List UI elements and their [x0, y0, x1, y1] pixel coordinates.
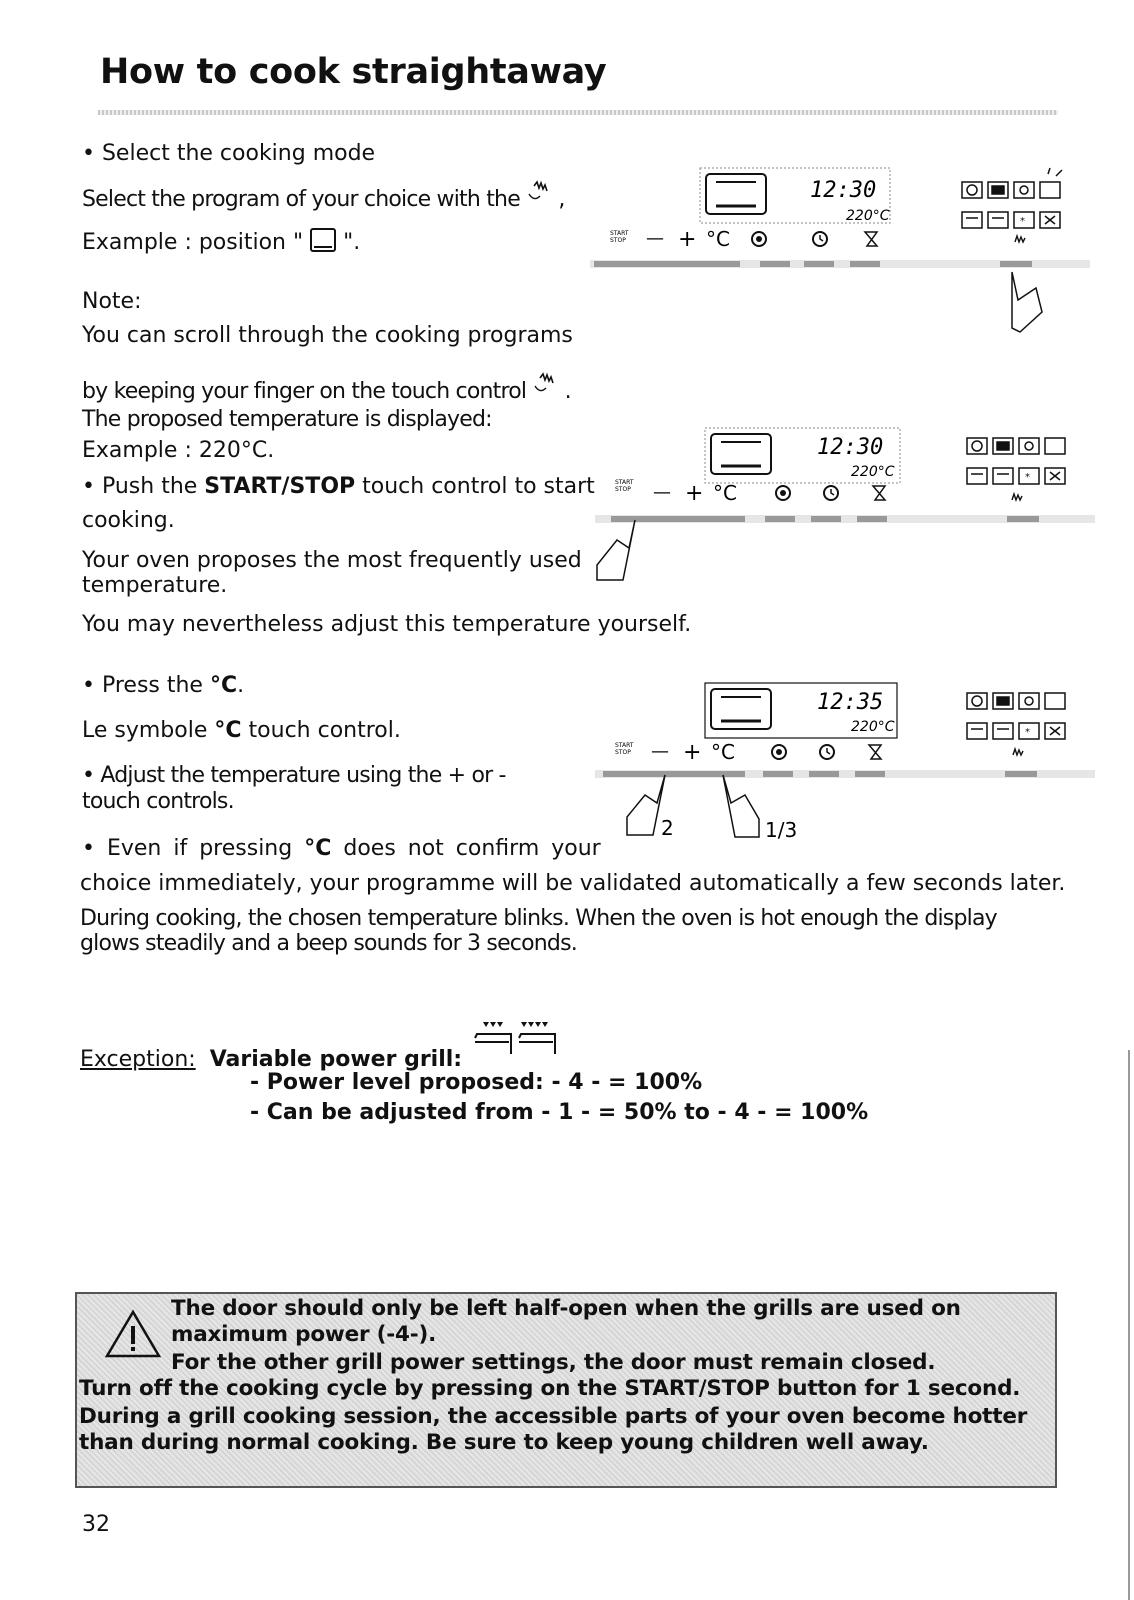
panel-3-stop: STOP — [615, 749, 631, 756]
adjust-temp-text-1: • Adjust the temperature using the + or - — [82, 763, 506, 788]
page-title: How to cook straightaway — [100, 52, 607, 92]
power-level-proposed: - Power level proposed: - 4 - = 100% — [250, 1070, 703, 1095]
even-bold: °C — [304, 836, 332, 861]
warning-triangle-icon — [103, 1308, 163, 1364]
power-level-adjusted: - Can be adjusted from - 1 - = 50% to - 4 - = 100% — [250, 1100, 869, 1125]
push-bold: START/STOP — [204, 474, 356, 499]
panel-2-graphic — [595, 420, 1105, 600]
press-suffix: . — [237, 673, 245, 698]
panel-1-stop: STOP — [610, 237, 626, 244]
panel-2-plus: + — [685, 481, 704, 506]
touch-finger-icon — [1012, 494, 1022, 500]
touch-finger-icon — [526, 180, 552, 206]
warning-line-2: maximum power (-4-). — [171, 1322, 437, 1347]
hourglass-icon — [869, 745, 881, 759]
panel-3-plus: + — [683, 740, 702, 765]
touch-finger-icon — [1013, 749, 1023, 755]
symbol-suffix: touch control. — [241, 718, 401, 743]
warning-line-1: The door should only be left half-open when the grills are used on — [171, 1296, 961, 1321]
symbol-text — [82, 717, 401, 744]
press-prefix: • Press the — [82, 673, 210, 698]
note-label: Note: — [82, 289, 142, 314]
cooking-text: cooking. — [82, 508, 175, 533]
even-prefix: • Even if pressing — [82, 836, 305, 861]
adjust-yourself-text: You may nevertheless adjust this temperature yourself. — [82, 612, 692, 637]
push-prefix: • Push the — [82, 474, 205, 499]
warning-line-3: For the other grill power settings, the door must remain closed. — [171, 1350, 936, 1375]
adjust-temp-text-2: touch controls. — [82, 789, 234, 814]
page-number: 32 — [82, 1512, 110, 1537]
even-pressing-text — [82, 835, 601, 862]
mode-icons — [967, 693, 1065, 739]
push-suffix: touch control to start — [355, 474, 595, 499]
callout-1-3: 1/3 — [765, 818, 798, 842]
title-rule — [98, 110, 1058, 115]
panel-1-graphic — [590, 160, 1100, 340]
even-suffix: does not confirm your — [331, 836, 601, 861]
example-position — [82, 228, 360, 256]
press-bold: °C — [209, 673, 238, 698]
panel-1-start: START — [610, 230, 629, 237]
proposed-temp-text: The proposed temperature is displayed: — [82, 407, 492, 432]
warning-box — [75, 1292, 1057, 1488]
control-panel-2 — [595, 420, 1105, 604]
panel-2-time: 12:30 — [817, 435, 884, 460]
touch-finger-icon — [532, 372, 558, 398]
hourglass-icon — [873, 486, 885, 500]
hourglass-icon — [865, 232, 877, 246]
select-program-end: , — [558, 187, 565, 212]
panel-1-temp: 220°C — [846, 208, 890, 224]
finger-pointer — [1012, 272, 1042, 332]
warning-line-5: During a grill cooking session, the accessible parts of your oven become hotter — [79, 1404, 1028, 1429]
panel-1-minus: — — [646, 228, 664, 249]
scroll-text-2-line: by keeping your finger on the touch control — [82, 379, 527, 404]
panel-3-temp: 220°C — [851, 719, 895, 735]
select-program-line: Select the program of your choice with the — [82, 187, 520, 212]
scroll-text-2 — [82, 372, 571, 405]
example-temp-text: Example : 220°C. — [82, 438, 275, 463]
mode-icons — [967, 438, 1065, 484]
panel-2-degc: °C — [713, 481, 737, 505]
panel-1-degc: °C — [706, 227, 730, 251]
proposes-text-2: temperature. — [82, 573, 228, 598]
panel-1-plus: + — [678, 227, 697, 252]
panel-2-minus: — — [653, 482, 671, 503]
svg-text:*: * — [1020, 216, 1025, 227]
example-position-suffix: ". — [343, 230, 361, 255]
warning-line-4: Turn off the cooking cycle by pressing on the START/STOP button for 1 second. — [79, 1376, 1021, 1401]
warning-line-6: than during normal cooking. Be sure to keep young children well away. — [79, 1430, 929, 1455]
oven-mode-icon — [310, 228, 336, 252]
control-panel-1 — [590, 160, 1100, 344]
panel-3-start: START — [615, 742, 634, 749]
panel-3-minus: — — [651, 741, 669, 762]
symbol-bold: °C — [214, 718, 242, 743]
control-panel-3 — [595, 675, 1105, 859]
bullet-select-mode: • Select the cooking mode — [82, 141, 376, 166]
page-edge-line — [1128, 1050, 1130, 1600]
panel-2-start: START — [615, 479, 634, 486]
select-program-text — [82, 180, 565, 213]
scroll-text-1: You can scroll through the cooking programs — [82, 323, 573, 348]
touch-finger-icon — [1015, 236, 1025, 242]
callout-2: 2 — [661, 816, 674, 840]
scroll-text-2-end: . — [564, 379, 571, 404]
during-cooking-text-1: During cooking, the chosen temperature blinks. When the oven is hot enough the display — [80, 906, 997, 931]
panel-3-time: 12:35 — [817, 690, 884, 715]
example-position-prefix: Example : position " — [82, 230, 304, 255]
symbol-prefix: Le symbole — [82, 718, 215, 743]
during-cooking-text-2: glows steadily and a beep sounds for 3 seconds. — [80, 931, 577, 956]
panel-1-time: 12:30 — [810, 178, 877, 203]
svg-text:*: * — [1025, 727, 1030, 738]
mode-icons — [962, 168, 1062, 228]
panel-3-graphic — [595, 675, 1105, 855]
press-degc-text — [82, 672, 244, 699]
panel-3-degc: °C — [711, 740, 735, 764]
even-pressing-text-2: choice immediately, your programme will be validated automatically a few seconds later. — [80, 871, 1066, 896]
panel-2-temp: 220°C — [851, 464, 895, 480]
finger-pointer — [597, 520, 635, 580]
exception-bold: Variable power grill: — [209, 1047, 463, 1072]
proposes-text-1: Your oven proposes the most frequently used — [82, 548, 582, 573]
finger-pointer-plus — [723, 775, 759, 837]
panel-2-stop: STOP — [615, 486, 631, 493]
push-start-stop-text — [82, 473, 595, 500]
finger-pointer-minus — [627, 775, 665, 835]
svg-text:*: * — [1025, 472, 1030, 483]
exception-label: Exception: — [80, 1047, 196, 1072]
